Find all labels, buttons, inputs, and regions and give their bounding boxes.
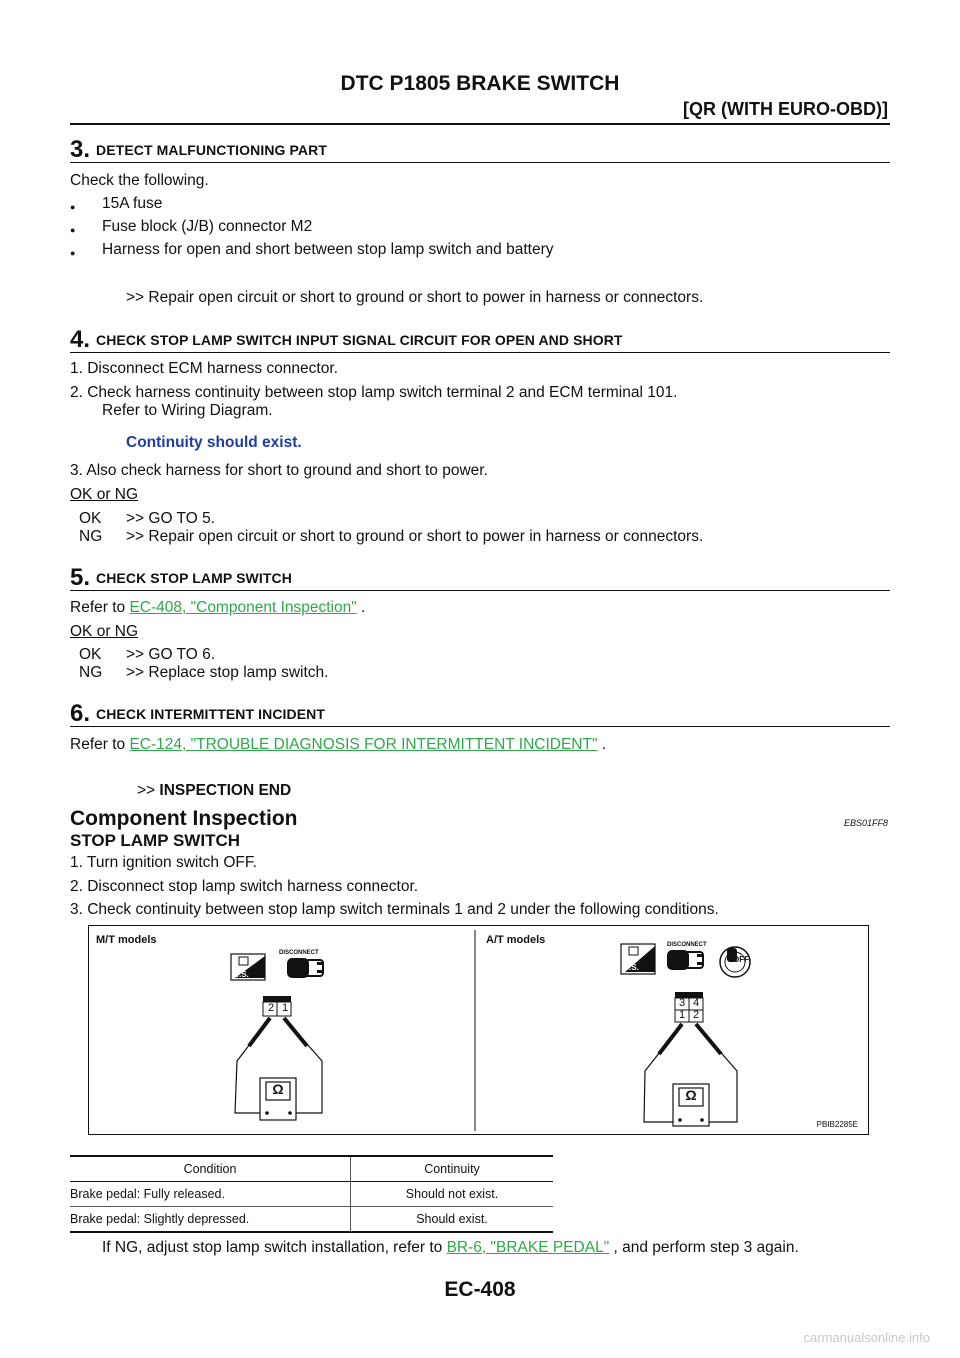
- table-cell: Brake pedal: Slightly depressed.: [70, 1207, 351, 1233]
- mt-ohmmeter-jack: [288, 1111, 292, 1115]
- table-header-cell: Continuity: [351, 1156, 554, 1182]
- mt-probe-right: [284, 1018, 307, 1046]
- intermittent-incident-link[interactable]: EC-124, "TROUBLE DIAGNOSIS FOR INTERMITTENT INCIDENT": [129, 736, 598, 753]
- subsection-title: STOP LAMP SWITCH: [70, 831, 241, 850]
- disconnect-icon: [667, 950, 703, 970]
- step-6-result: >> INSPECTION END: [137, 782, 292, 799]
- mt-probe-left: [249, 1018, 270, 1046]
- ng-note: If NG, adjust stop lamp switch installation, refer to BR-6, "BRAKE PEDAL" , and perform step 3 again.: [102, 1239, 799, 1256]
- wiring-figure: [88, 925, 869, 1135]
- step-4-item-3: 3. Also check harness for short to ground and short to power.: [70, 462, 488, 479]
- table-cell: Brake pedal: Fully released.: [70, 1182, 351, 1207]
- at-ohmmeter-jack: [678, 1118, 682, 1122]
- brake-pedal-link[interactable]: BR-6, "BRAKE PEDAL": [446, 1239, 610, 1256]
- ohm-symbol: Ω: [685, 1087, 697, 1103]
- ts-label: T.S.: [625, 963, 639, 972]
- table-row: [70, 1207, 553, 1233]
- disconnect-label: DISCONNECT: [279, 950, 319, 956]
- step-5-ng-key: NG: [79, 664, 103, 681]
- table-header-cell: Condition: [70, 1156, 351, 1182]
- figure-svg: [89, 926, 867, 1133]
- step-5-ok-text: >> GO TO 6.: [126, 646, 216, 663]
- bullet-item: ● 15A fuse: [102, 195, 162, 213]
- step-3-header: 3. DETECT MALFUNCTIONING PART: [70, 134, 890, 163]
- component-step-1: 1. Turn ignition switch OFF.: [70, 854, 257, 871]
- table-header-row: [70, 1156, 553, 1182]
- step-5-ng-text: >> Replace stop lamp switch.: [126, 664, 329, 681]
- page-title: DTC P1805 BRAKE SWITCH: [340, 72, 620, 95]
- at-terminal-label: 3: [678, 997, 686, 1009]
- table-cell: Should exist.: [351, 1207, 554, 1233]
- step-4-item-2: 2. Check harness continuity between stop lamp switch terminal 2 and ECM terminal 101.: [70, 384, 678, 401]
- step-5-ok-key: OK: [79, 646, 102, 663]
- disconnect-icon: [287, 958, 323, 978]
- step-4-ng-key: NG: [79, 528, 103, 545]
- step-4-okng: OK or NG: [70, 486, 139, 503]
- watermark: carmanualsonline.info: [803, 1330, 930, 1345]
- at-terminal-label: 2: [692, 1009, 700, 1021]
- at-terminal-label: 1: [678, 1009, 686, 1021]
- header-rule: [70, 123, 890, 125]
- ts-label: T.S.: [235, 970, 249, 979]
- table-cell: Should not exist.: [351, 1182, 554, 1207]
- at-probe-left: [659, 1024, 682, 1054]
- section-title: Component Inspection: [70, 807, 298, 830]
- component-inspection-link[interactable]: EC-408, "Component Inspection": [129, 599, 357, 616]
- figure-code: PBIB2285E: [816, 1120, 858, 1129]
- step-4-header: 4. CHECK STOP LAMP SWITCH INPUT SIGNAL CIRCUIT FOR OPEN AND SHORT: [70, 324, 890, 353]
- step-4-ok-text: >> GO TO 5.: [126, 510, 216, 527]
- step-4-ok-key: OK: [79, 510, 102, 527]
- step-4-ng-text: >> Repair open circuit or short to ground or short to power in harness or connectors.: [126, 528, 704, 545]
- step-4-spec: Continuity should exist.: [126, 434, 302, 451]
- step-5-header: 5. CHECK STOP LAMP SWITCH: [70, 562, 890, 591]
- at-terminal-label: 4: [692, 997, 700, 1009]
- bullet-item: ● Fuse block (J/B) connector M2: [102, 218, 312, 236]
- bullet-item: ● Harness for open and short between stop lamp switch and battery: [102, 241, 553, 259]
- ohm-symbol: Ω: [272, 1081, 284, 1097]
- page-number: EC-408: [444, 1278, 516, 1301]
- component-step-2: 2. Disconnect stop lamp switch harness connector.: [70, 878, 419, 895]
- mt-models-label: M/T models: [96, 934, 157, 946]
- at-ohmmeter-jack: [700, 1118, 704, 1122]
- step-4-item-1: 1. Disconnect ECM harness connector.: [70, 360, 338, 377]
- mt-ohmmeter-jack: [265, 1111, 269, 1115]
- section-code: EBS01FF8: [843, 818, 888, 828]
- component-step-3: 3. Check continuity between stop lamp switch terminals 1 and 2 under the following conditions.: [70, 901, 719, 918]
- step-5-okng: OK or NG: [70, 623, 139, 640]
- off-label: OFF: [733, 955, 749, 964]
- step-3-result: >> Repair open circuit or short to ground or short to power in harness or connectors.: [126, 289, 704, 306]
- at-models-label: A/T models: [486, 934, 546, 946]
- at-probe-right: [696, 1024, 721, 1054]
- disconnect-label: DISCONNECT: [667, 942, 707, 948]
- table-row: [70, 1182, 553, 1207]
- step-3-intro: Check the following.: [70, 172, 209, 189]
- step-5-refer: Refer to EC-408, "Component Inspection" .: [70, 599, 366, 616]
- condition-table: [70, 1155, 553, 1233]
- step-6-refer: Refer to EC-124, "TROUBLE DIAGNOSIS FOR INTERMITTENT INCIDENT" .: [70, 736, 607, 753]
- mt-terminal-label: 1: [281, 1002, 289, 1014]
- mt-terminal-label: 2: [267, 1002, 275, 1014]
- page-subtitle: [QR (WITH EURO-OBD)]: [683, 99, 888, 119]
- step-4-item-2-ref: Refer to Wiring Diagram.: [102, 402, 273, 419]
- step-6-header: 6. CHECK INTERMITTENT INCIDENT: [70, 698, 890, 727]
